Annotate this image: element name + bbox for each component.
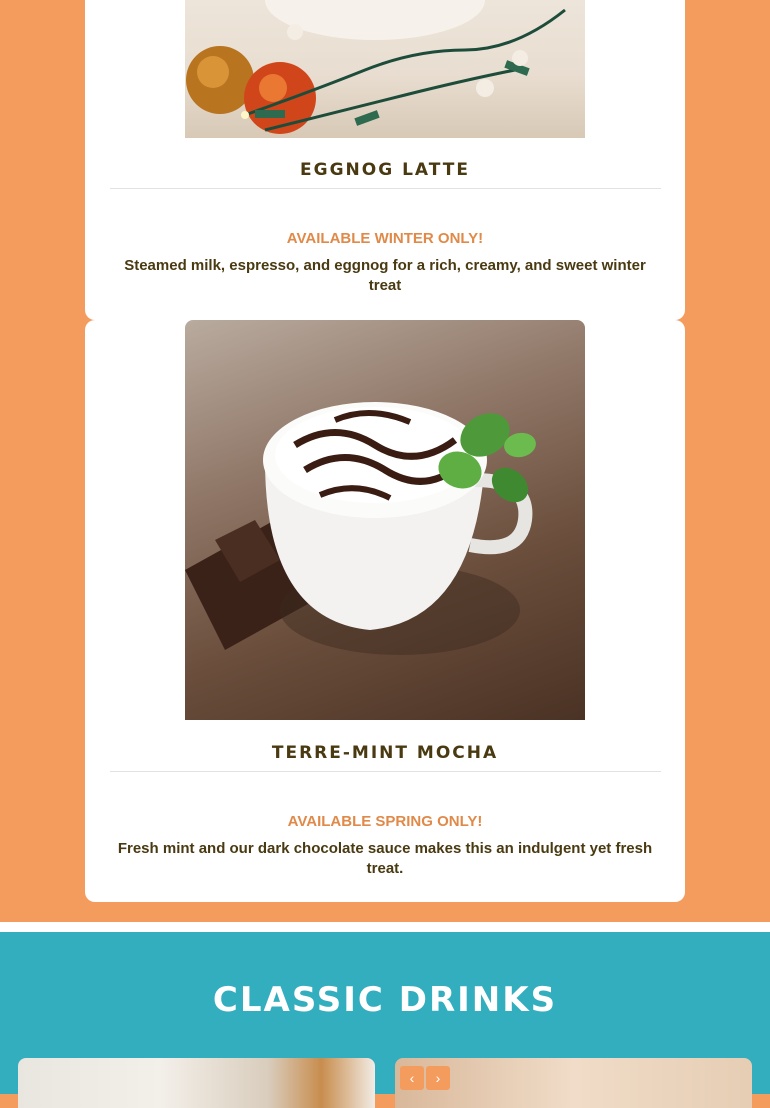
section-divider: [0, 922, 770, 932]
drink-description: Fresh mint and our dark chocolate sauce makes this an indulgent yet fresh treat.: [117, 840, 653, 877]
section-title: CLASSIC DRINKS: [212, 980, 558, 1020]
eggnog-latte-photo: [185, 0, 585, 138]
classic-drinks-section: [0, 932, 770, 1094]
divider: [110, 771, 661, 772]
drink-card-eggnog-latte: [85, 0, 685, 320]
chevron-right-icon[interactable]: ›: [426, 1066, 450, 1090]
divider: [110, 188, 661, 189]
drink-description: Steamed milk, espresso, and eggnog for a rich, creamy, and sweet winter treat: [124, 257, 646, 294]
availability-note: AVAILABLE SPRING ONLY!: [287, 813, 483, 830]
availability-note: AVAILABLE WINTER ONLY!: [286, 230, 484, 247]
drink-name: TERRE-MINT MOCHA: [271, 743, 499, 763]
classic-drink-card[interactable]: [18, 1058, 375, 1108]
drink-card-terre-mint-mocha: [85, 320, 685, 902]
terre-mint-mocha-photo: [185, 320, 585, 720]
drink-name: EGGNOG LATTE: [300, 160, 470, 180]
chevron-left-icon[interactable]: ‹: [400, 1066, 424, 1090]
classic-drink-card[interactable]: [395, 1058, 752, 1108]
